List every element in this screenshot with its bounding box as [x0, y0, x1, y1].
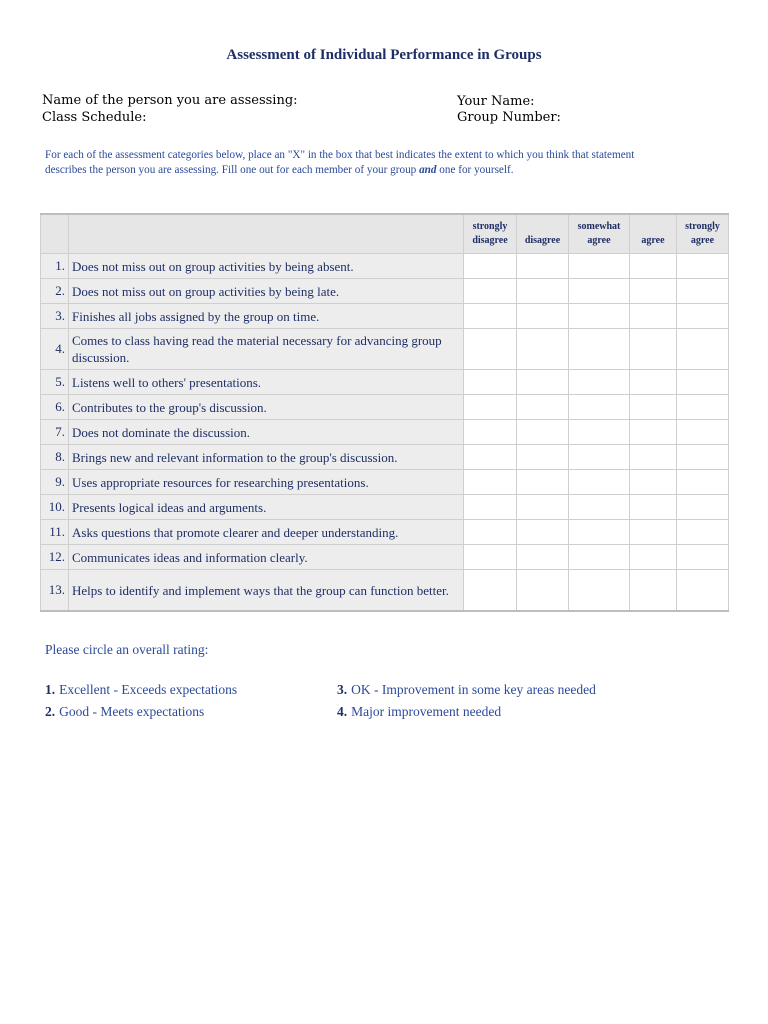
instructions — [45, 148, 735, 178]
rating-box-strongly-agree[interactable] — [677, 370, 729, 395]
rating-box-disagree[interactable] — [517, 304, 569, 329]
row-number: 1. — [41, 254, 69, 279]
rating-box-disagree[interactable] — [517, 570, 569, 612]
header-disagree — [517, 214, 569, 254]
rating-box-strongly-disagree[interactable] — [464, 445, 517, 470]
rating-box-somewhat-agree[interactable] — [569, 329, 630, 370]
header-line: disagree — [524, 235, 561, 246]
rating-box-somewhat-agree[interactable] — [569, 420, 630, 445]
row-number: 6. — [41, 395, 69, 420]
table-row — [41, 420, 729, 445]
rating-option-number: 1. — [45, 682, 56, 697]
rating-box-disagree[interactable] — [517, 370, 569, 395]
overall-rating-prompt: Please circle an overall rating: — [45, 642, 209, 657]
table-row — [41, 370, 729, 395]
table-row — [41, 279, 729, 304]
instructions-line-1: For each of the assessment categories below, place an "X" in the box that best indicates the extent to which you think that statement — [45, 149, 635, 161]
row-number: 3. — [41, 304, 69, 329]
rating-box-strongly-disagree[interactable] — [464, 279, 517, 304]
table-row — [41, 520, 729, 545]
instructions-text: describes the person you are assessing. Fill one out for each member of your group — [45, 164, 420, 176]
rating-box-strongly-disagree[interactable] — [464, 254, 517, 279]
rating-box-strongly-disagree[interactable] — [464, 370, 517, 395]
assessment-table — [40, 213, 729, 612]
rating-box-agree[interactable] — [630, 520, 677, 545]
rating-box-strongly-agree[interactable] — [677, 545, 729, 570]
row-number: 5. — [41, 370, 69, 395]
rating-option-number: 2. — [45, 704, 56, 719]
header-strongly-agree — [677, 214, 729, 254]
table-row — [41, 545, 729, 570]
rating-box-somewhat-agree[interactable] — [569, 520, 630, 545]
rating-box-agree[interactable] — [630, 470, 677, 495]
table-row — [41, 329, 729, 370]
row-number: 12. — [41, 545, 69, 570]
rating-box-disagree[interactable] — [517, 329, 569, 370]
row-statement: Helps to identify and implement ways that the group can function better. — [69, 570, 464, 612]
rating-box-somewhat-agree[interactable] — [569, 254, 630, 279]
row-number: 13. — [41, 570, 69, 612]
row-statement: Presents logical ideas and arguments. — [69, 495, 464, 520]
row-statement: Does not miss out on group activities by being absent. — [69, 254, 464, 279]
rating-box-disagree[interactable] — [517, 545, 569, 570]
rating-box-strongly-agree[interactable] — [677, 470, 729, 495]
assessed-person-label: Name of the person you are assessing: — [42, 93, 298, 108]
table-row — [41, 445, 729, 470]
rating-box-disagree[interactable] — [517, 445, 569, 470]
table-row — [41, 395, 729, 420]
page-title: Assessment of Individual Performance in Groups — [226, 47, 542, 63]
rating-box-strongly-agree[interactable] — [677, 570, 729, 612]
instructions-emphasis: and — [419, 164, 437, 176]
row-number: 9. — [41, 470, 69, 495]
row-statement: Uses appropriate resources for researching presentations. — [69, 470, 464, 495]
row-statement: Communicates ideas and information clearly. — [69, 545, 464, 570]
header-line: strongly — [685, 221, 720, 232]
table-header-row — [41, 214, 729, 254]
rating-box-strongly-agree[interactable] — [677, 254, 729, 279]
header-line: agree — [641, 235, 665, 246]
class-schedule-label: Class Schedule: — [42, 110, 147, 125]
rating-box-somewhat-agree[interactable] — [569, 570, 630, 612]
header-statement-cell — [69, 214, 464, 254]
row-statement: Does not miss out on group activities by being late. — [69, 279, 464, 304]
rating-box-agree[interactable] — [630, 445, 677, 470]
header-strongly-disagree — [464, 214, 517, 254]
header-number-cell — [41, 214, 69, 254]
rating-box-agree[interactable] — [630, 495, 677, 520]
rating-box-strongly-disagree[interactable] — [464, 395, 517, 420]
rating-option-excellent[interactable] — [45, 681, 237, 699]
row-number: 7. — [41, 420, 69, 445]
rating-box-strongly-agree[interactable] — [677, 495, 729, 520]
row-number: 4. — [41, 329, 69, 370]
rating-box-agree[interactable] — [630, 304, 677, 329]
rating-box-agree[interactable] — [630, 370, 677, 395]
row-number: 8. — [41, 445, 69, 470]
group-number-label: Group Number: — [457, 110, 561, 125]
rating-box-somewhat-agree[interactable] — [569, 445, 630, 470]
rating-box-strongly-disagree[interactable] — [464, 570, 517, 612]
rating-box-strongly-disagree[interactable] — [464, 545, 517, 570]
rating-option-major-improvement[interactable] — [337, 703, 501, 721]
row-statement: Finishes all jobs assigned by the group on time. — [69, 304, 464, 329]
rating-option-label: Good - Meets expectations — [59, 704, 205, 719]
rating-box-agree[interactable] — [630, 254, 677, 279]
table-row — [41, 570, 729, 612]
row-number: 10. — [41, 495, 69, 520]
rating-box-strongly-disagree[interactable] — [464, 520, 517, 545]
row-number: 11. — [41, 520, 69, 545]
rating-box-strongly-agree[interactable] — [677, 520, 729, 545]
rating-option-label: Major improvement needed — [351, 704, 502, 719]
rating-box-disagree[interactable] — [517, 495, 569, 520]
rating-box-strongly-disagree[interactable] — [464, 304, 517, 329]
rating-box-disagree[interactable] — [517, 420, 569, 445]
header-line: strongly — [472, 221, 508, 232]
rating-option-number: 4. — [337, 704, 348, 719]
row-statement: Contributes to the group's discussion. — [69, 395, 464, 420]
rating-box-disagree[interactable] — [517, 395, 569, 420]
rating-box-strongly-disagree[interactable] — [464, 470, 517, 495]
rating-box-strongly-disagree[interactable] — [464, 495, 517, 520]
rating-box-somewhat-agree[interactable] — [569, 279, 630, 304]
rating-box-somewhat-agree[interactable] — [569, 495, 630, 520]
rating-option-good[interactable] — [45, 703, 204, 721]
rating-box-somewhat-agree[interactable] — [569, 470, 630, 495]
rating-option-label: OK - Improvement in some key areas needed — [351, 682, 596, 697]
your-name-label: Your Name: — [457, 94, 535, 109]
rating-box-strongly-agree[interactable] — [677, 445, 729, 470]
row-number: 2. — [41, 279, 69, 304]
table-row — [41, 254, 729, 279]
rating-box-strongly-agree[interactable] — [677, 395, 729, 420]
rating-box-agree[interactable] — [630, 420, 677, 445]
row-statement: Does not dominate the discussion. — [69, 420, 464, 445]
table-row — [41, 304, 729, 329]
rating-option-ok[interactable] — [337, 681, 596, 699]
rating-box-disagree[interactable] — [517, 279, 569, 304]
rating-option-number: 3. — [337, 682, 348, 697]
instructions-line-2 — [45, 163, 735, 178]
rating-box-agree[interactable] — [630, 545, 677, 570]
rating-box-strongly-disagree[interactable] — [464, 420, 517, 445]
header-agree — [630, 214, 677, 254]
instructions-text-end: one for yourself. — [436, 164, 514, 176]
rating-box-strongly-agree[interactable] — [677, 329, 729, 370]
rating-box-somewhat-agree[interactable] — [569, 545, 630, 570]
rating-box-strongly-disagree[interactable] — [464, 329, 517, 370]
rating-box-strongly-agree[interactable] — [677, 420, 729, 445]
table-row — [41, 470, 729, 495]
rating-box-agree[interactable] — [630, 279, 677, 304]
row-statement: Asks questions that promote clearer and deeper understanding. — [69, 520, 464, 545]
rating-box-agree[interactable] — [630, 395, 677, 420]
rating-box-disagree[interactable] — [517, 254, 569, 279]
header-line: agree — [690, 235, 715, 246]
rating-option-label: Excellent - Exceeds expectations — [59, 682, 238, 697]
rating-box-somewhat-agree[interactable] — [569, 395, 630, 420]
rating-box-disagree[interactable] — [517, 520, 569, 545]
header-line: somewhat — [577, 221, 621, 232]
header-line: disagree — [472, 235, 508, 246]
rating-box-strongly-agree[interactable] — [677, 304, 729, 329]
rating-box-somewhat-agree[interactable] — [569, 370, 630, 395]
header-somewhat-agree — [569, 214, 630, 254]
row-statement: Brings new and relevant information to the group's discussion. — [69, 445, 464, 470]
row-statement: Listens well to others' presentations. — [69, 370, 464, 395]
row-statement: Comes to class having read the material necessary for advancing group discussion. — [69, 329, 464, 370]
rating-box-somewhat-agree[interactable] — [569, 304, 630, 329]
rating-box-agree[interactable] — [630, 570, 677, 612]
rating-box-agree[interactable] — [630, 329, 677, 370]
rating-box-disagree[interactable] — [517, 470, 569, 495]
rating-box-strongly-agree[interactable] — [677, 279, 729, 304]
table-row — [41, 495, 729, 520]
header-line: agree — [587, 235, 611, 246]
